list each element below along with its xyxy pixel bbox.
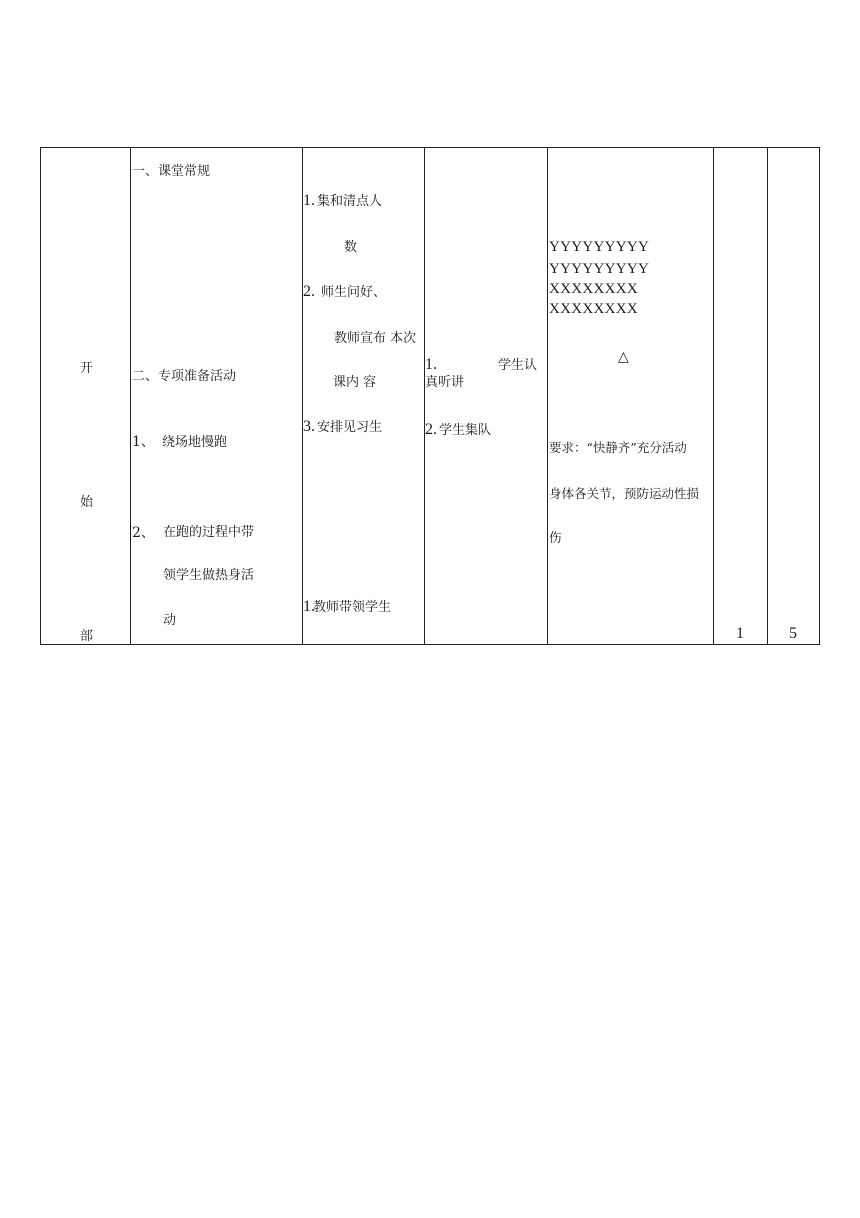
teacher-item-text: 安排见习生 <box>317 420 383 435</box>
student-item-number: 1. <box>425 356 437 373</box>
teacher-item-text: 教师宣布 本次 <box>334 331 417 346</box>
section-char: 始 <box>80 495 94 510</box>
student-item-text: 学生认 <box>498 358 538 373</box>
column-divider <box>302 148 303 644</box>
section-char: 开 <box>80 361 94 376</box>
teacher-item-text: 师生问好、 <box>321 285 387 300</box>
time-value: 5 <box>789 625 797 642</box>
teacher-item-number: 2. <box>303 283 315 300</box>
teacher-position-triangle-icon: △ <box>618 349 629 365</box>
formation-row: YYYYYYYYY <box>549 239 650 255</box>
requirement-text: 伤 <box>549 530 562 545</box>
teacher-item-text: 集和清点人 <box>317 194 383 209</box>
column-divider <box>713 148 714 644</box>
column-divider <box>130 148 131 644</box>
lesson-plan-table <box>40 147 820 645</box>
teacher-item-number: 1. <box>303 192 315 209</box>
content-item-number: 2、 <box>132 525 155 541</box>
teacher-item-text: 教师带领学生 <box>313 600 392 615</box>
formation-row: XXXXXXXX <box>549 301 639 317</box>
student-item-number: 2. <box>425 421 437 438</box>
content-item-text: 动 <box>163 613 177 628</box>
formation-row: XXXXXXXX <box>549 281 639 297</box>
count-value: 1 <box>736 625 744 642</box>
teacher-item-number: 3. <box>303 418 315 435</box>
student-item-text: 学生集队 <box>439 423 492 438</box>
teacher-item-text: 数 <box>344 240 358 255</box>
column-divider <box>547 148 548 644</box>
requirement-text: 要求：“快静齐”充分活动 <box>549 440 687 455</box>
content-item-text: 绕场地慢跑 <box>162 435 228 450</box>
student-item-text: 真听讲 <box>425 375 465 390</box>
column-divider <box>767 148 768 644</box>
teacher-item-text: 课内 容 <box>333 375 377 390</box>
content-heading: 二、专项准备活动 <box>132 369 237 384</box>
content-heading: 一、课堂常规 <box>132 164 211 179</box>
formation-row: YYYYYYYYY <box>549 261 650 277</box>
content-item-text: 领学生做热身活 <box>163 568 255 583</box>
section-char: 部 <box>80 629 94 644</box>
content-item-text: 在跑的过程中带 <box>163 525 255 540</box>
content-item-number: 1、 <box>132 434 155 450</box>
column-divider <box>424 148 425 644</box>
teacher-item-number: 1. <box>303 598 315 615</box>
requirement-text: 身体各关节，预防运动性损 <box>549 486 700 501</box>
